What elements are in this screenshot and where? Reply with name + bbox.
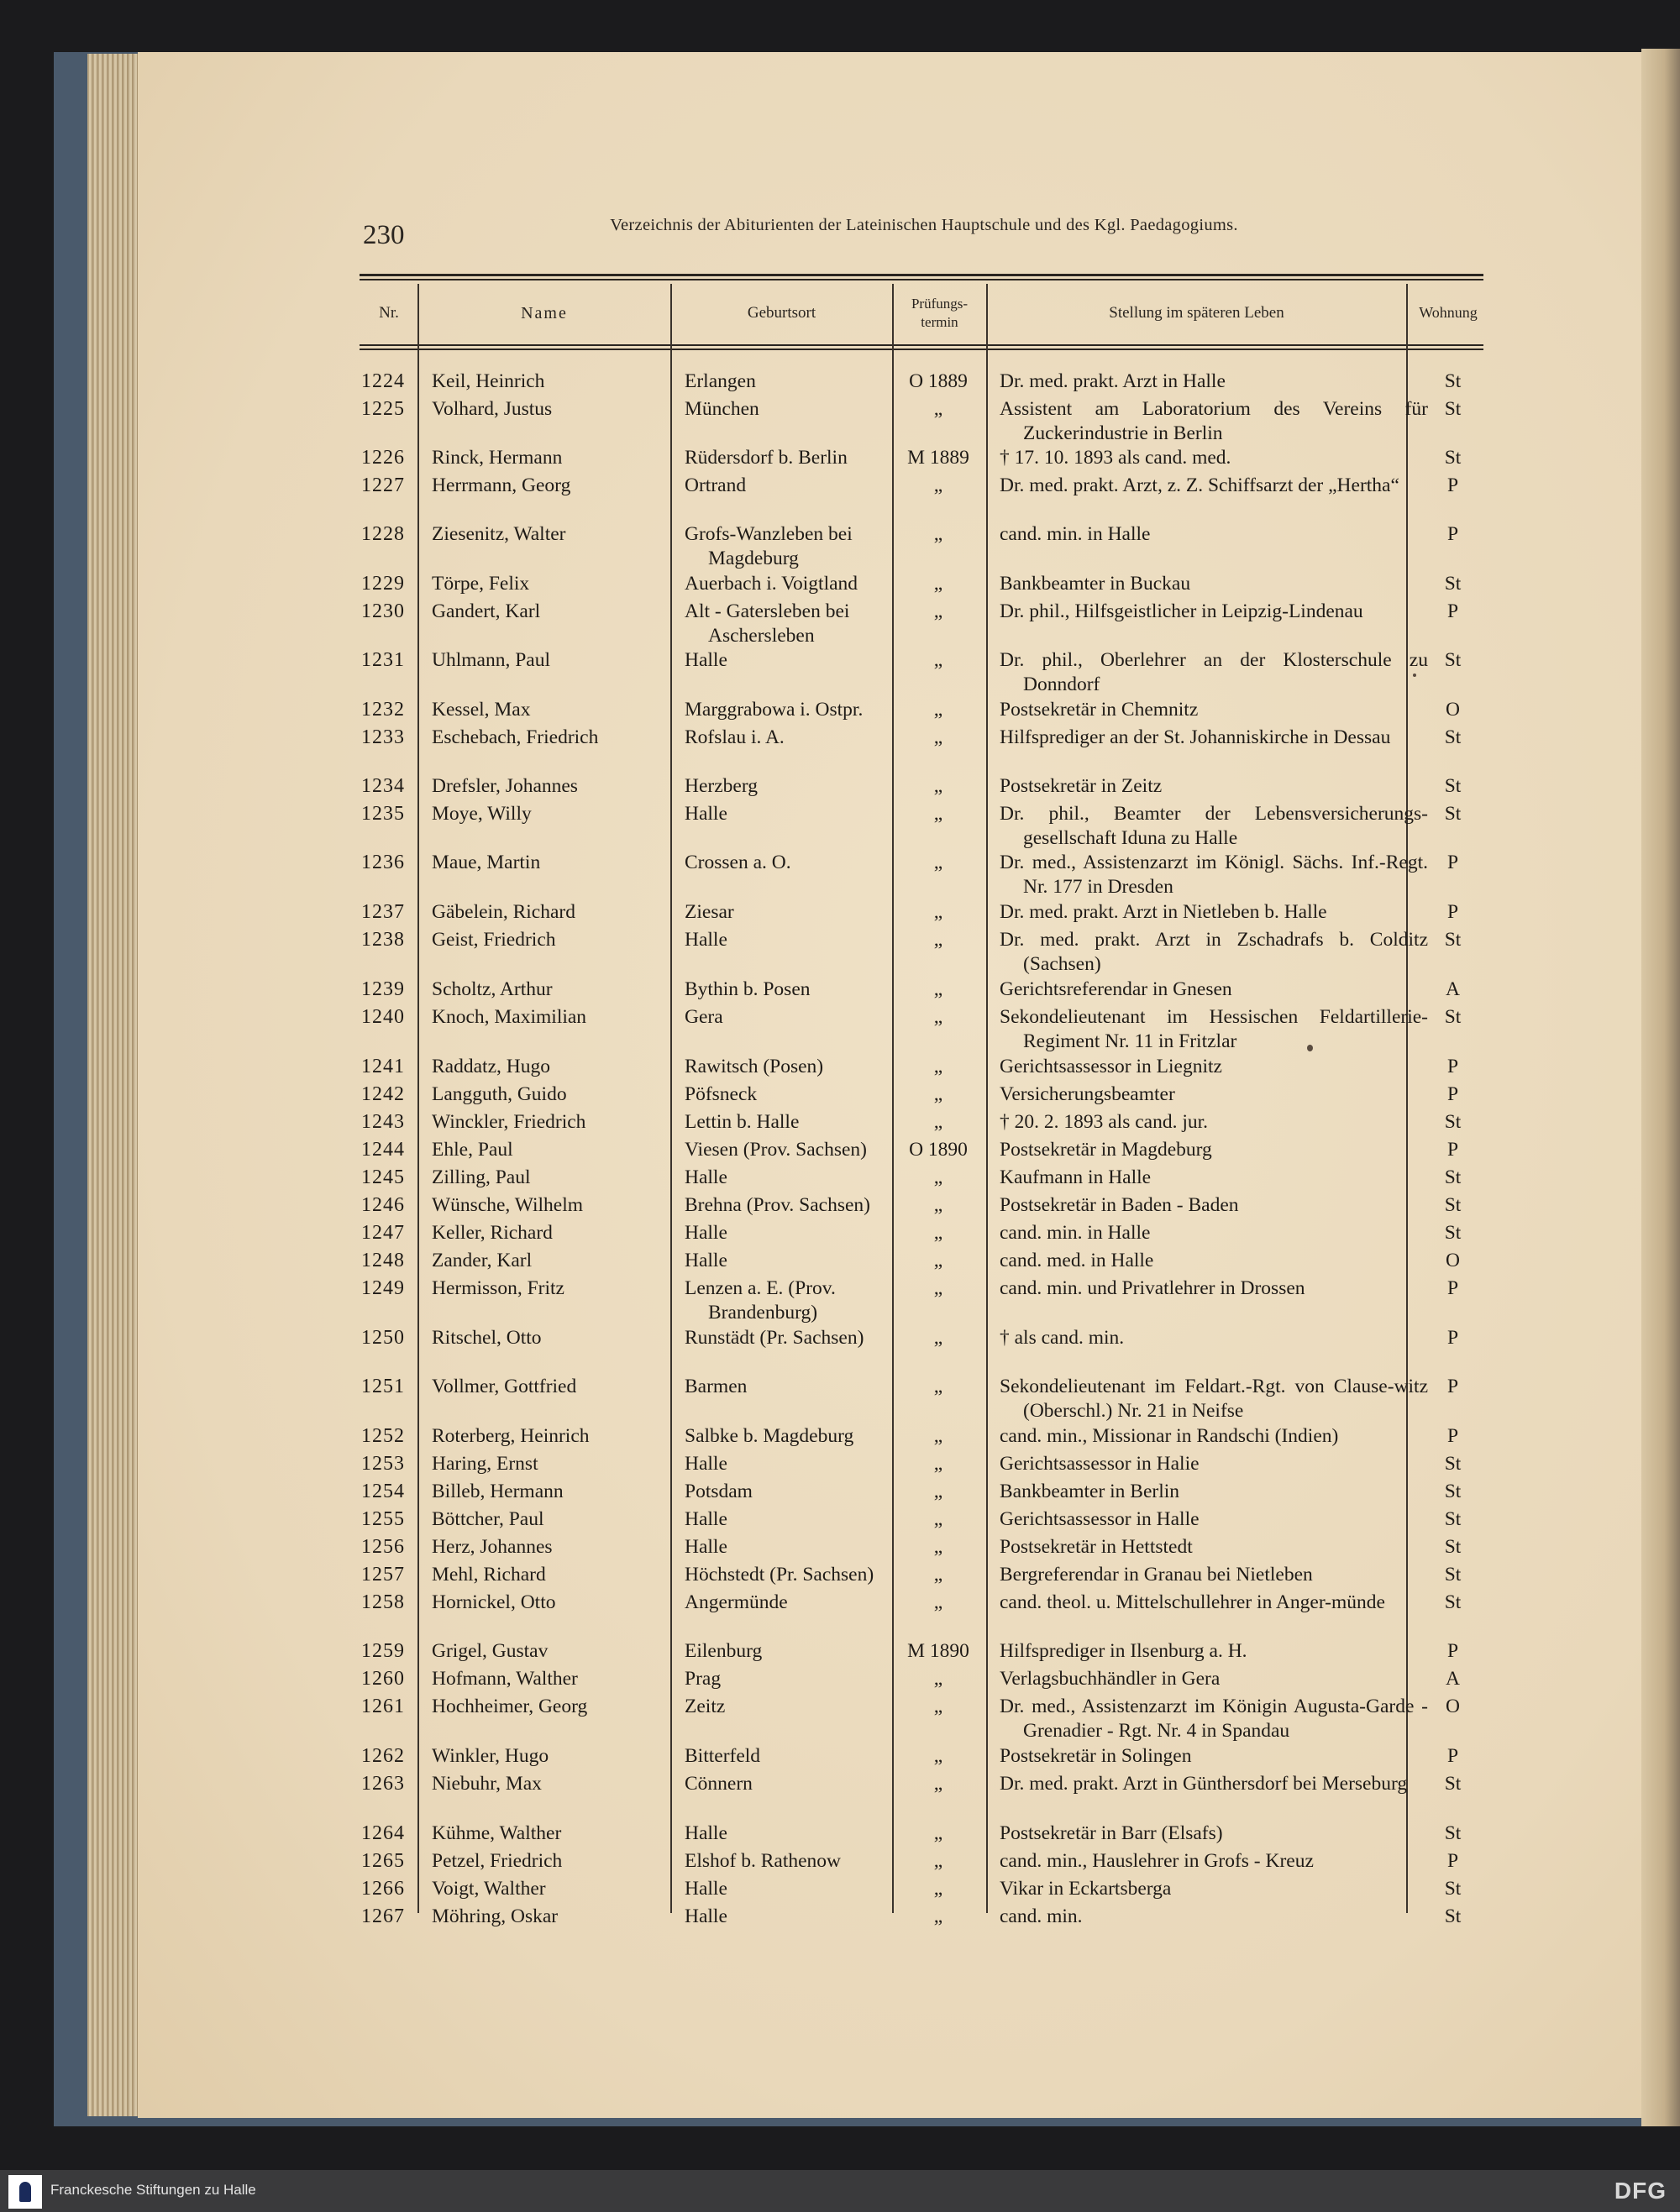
row-career: † 17. 10. 1893 als cand. med. — [1000, 447, 1231, 469]
row-name: Keil, Heinrich — [432, 370, 545, 392]
row-number: 1238 — [361, 929, 405, 951]
row-number: 1265 — [361, 1850, 405, 1872]
header-nr — [361, 284, 417, 343]
column-separator-nr — [417, 284, 419, 1913]
row-birthplace: Elshof b. Rathenow — [685, 1850, 842, 1872]
row-name: Niebuhr, Max — [432, 1773, 542, 1795]
row-exam-date: „ — [933, 1668, 943, 1690]
row-name: Grigel, Gustav — [432, 1640, 549, 1662]
row-name: Rinck, Hermann — [432, 447, 563, 469]
row-number: 1229 — [361, 573, 405, 595]
page-number: 230 — [363, 220, 405, 250]
row-residence: St — [1444, 1111, 1462, 1133]
franckesche-stiftungen-logo-icon — [8, 2175, 42, 2209]
row-number: 1237 — [361, 901, 405, 923]
row-number: 1227 — [361, 474, 405, 496]
row-exam-date: „ — [933, 1277, 943, 1299]
header-stellung-label: Stellung im späteren Leben — [1109, 303, 1284, 322]
row-name: Herz, Johannes — [432, 1536, 553, 1558]
row-birthplace: Rawitsch (Posen) — [685, 1056, 824, 1077]
row-number: 1251 — [361, 1376, 405, 1397]
row-residence: P — [1446, 523, 1459, 545]
row-name: Knoch, Maximilian — [432, 1006, 587, 1028]
row-birthplace: Gera — [685, 1006, 723, 1028]
row-residence: P — [1446, 474, 1459, 496]
row-name: Hornickel, Otto — [432, 1591, 556, 1613]
row-name: Uhlmann, Paul — [432, 649, 550, 671]
row-career: cand. min. in Halle — [1000, 1222, 1151, 1244]
row-residence: St — [1444, 803, 1462, 825]
row-residence: P — [1446, 1376, 1459, 1397]
row-exam-date: „ — [933, 1536, 943, 1558]
row-residence: St — [1444, 1536, 1462, 1558]
row-career: Dr. med. prakt. Arzt, z. Z. Schiffsarzt der „Hertha“ — [1000, 474, 1399, 496]
row-residence: St — [1444, 1508, 1462, 1530]
row-birthplace: Halle — [685, 1878, 727, 1900]
row-residence: P — [1446, 1850, 1459, 1872]
row-name: Keller, Richard — [432, 1222, 553, 1244]
row-number: 1245 — [361, 1166, 405, 1188]
row-residence: P — [1446, 1745, 1459, 1767]
row-career: cand. theol. u. Mittelschullehrer in Anger-münde — [1000, 1591, 1385, 1613]
row-residence: P — [1446, 1277, 1459, 1299]
header-name-label: Name — [521, 304, 568, 322]
row-birthplace: Halle — [685, 803, 727, 825]
row-residence: St — [1444, 1822, 1462, 1844]
row-birthplace: Bitterfeld — [685, 1745, 761, 1767]
row-birthplace: Halle — [685, 649, 727, 671]
row-residence: St — [1444, 370, 1462, 392]
row-birthplace: Halle — [685, 1166, 727, 1188]
row-number: 1250 — [361, 1327, 405, 1349]
row-career: Dr. med., Assistenzarzt im Königin Augusta-Garde - Grenadier - Rgt. Nr. 4 in Spandau — [1000, 1696, 1428, 1742]
row-exam-date: „ — [933, 978, 943, 1000]
row-career: Gerichtsreferendar in Gnesen — [1000, 978, 1232, 1000]
header-pruefungstermin — [894, 284, 985, 343]
row-residence: St — [1444, 1773, 1462, 1795]
row-exam-date: „ — [933, 1083, 943, 1105]
row-residence: St — [1444, 1194, 1462, 1216]
row-residence: P — [1446, 901, 1459, 923]
row-exam-date: „ — [933, 1453, 943, 1475]
row-name: Ehle, Paul — [432, 1139, 513, 1161]
row-number: 1242 — [361, 1083, 405, 1105]
row-name: Ritschel, Otto — [432, 1327, 542, 1349]
row-career: Verlagsbuchhändler in Gera — [1000, 1668, 1221, 1690]
row-exam-date: „ — [933, 1591, 943, 1613]
header-wohnung — [1408, 284, 1488, 343]
row-number: 1258 — [361, 1591, 405, 1613]
row-career: Vikar in Eckartsberga — [1000, 1878, 1172, 1900]
row-birthplace: Brehna (Prov. Sachsen) — [685, 1194, 871, 1216]
row-birthplace: Marggrabowa i. Ostpr. — [685, 699, 864, 721]
row-career: Bankbeamter in Berlin — [1000, 1481, 1180, 1502]
row-career: Sekondelieutenant im Feldart.-Rgt. von Clause-witz (Oberschl.) Nr. 21 in Neifse — [1000, 1376, 1428, 1422]
row-residence: O — [1446, 1250, 1460, 1271]
row-name: Zander, Karl — [432, 1250, 533, 1271]
row-career: † als cand. min. — [1000, 1327, 1125, 1349]
row-career: Postsekretär in Magdeburg — [1000, 1139, 1212, 1161]
row-exam-date: „ — [933, 1056, 943, 1077]
row-career: cand. min. in Halle — [1000, 523, 1151, 545]
row-number: 1235 — [361, 803, 405, 825]
row-name: Ziesenitz, Walter — [432, 523, 566, 545]
row-name: Törpe, Felix — [432, 573, 530, 595]
row-birthplace: Pöfsneck — [685, 1083, 758, 1105]
row-exam-date: „ — [933, 699, 943, 721]
row-exam-date: M 1890 — [907, 1640, 969, 1662]
row-number: 1255 — [361, 1508, 405, 1530]
row-career: Sekondelieutenant im Hessischen Feldartillerie-Regiment Nr. 11 in Fritzlar — [1000, 1006, 1428, 1052]
row-birthplace: Grofs-Wanzleben bei Magdeburg — [685, 523, 853, 569]
row-name: Maue, Martin — [432, 852, 541, 873]
row-number: 1228 — [361, 523, 405, 545]
row-name: Eschebach, Friedrich — [432, 726, 599, 748]
row-birthplace: Rüdersdorf b. Berlin — [685, 447, 848, 469]
row-birthplace: Halle — [685, 1536, 727, 1558]
row-exam-date: „ — [933, 1111, 943, 1133]
row-residence: St — [1444, 1006, 1462, 1028]
row-residence: St — [1444, 929, 1462, 951]
footer-institution: Franckesche Stiftungen zu Halle — [50, 2182, 256, 2198]
row-residence: P — [1446, 1139, 1459, 1161]
row-residence: St — [1444, 726, 1462, 748]
row-residence: O — [1446, 1696, 1460, 1717]
row-name: Gäbelein, Richard — [432, 901, 575, 923]
row-number: 1260 — [361, 1668, 405, 1690]
row-career: Postsekretär in Barr (Elsafs) — [1000, 1822, 1223, 1844]
row-number: 1266 — [361, 1878, 405, 1900]
row-exam-date: „ — [933, 1878, 943, 1900]
row-birthplace: Halle — [685, 1453, 727, 1475]
table-top-rule-thin — [360, 279, 1483, 280]
header-bottom-rule — [360, 344, 1483, 346]
row-number: 1262 — [361, 1745, 405, 1767]
row-exam-date: „ — [933, 852, 943, 873]
row-name: Scholtz, Arthur — [432, 978, 553, 1000]
row-birthplace: Ziesar — [685, 901, 734, 923]
row-career: Postsekretär in Hettstedt — [1000, 1536, 1193, 1558]
row-birthplace: Ortrand — [685, 474, 747, 496]
row-residence: St — [1444, 1591, 1462, 1613]
row-birthplace: Auerbach i. Voigtland — [685, 573, 858, 595]
header-bottom-rule-thin — [360, 349, 1483, 350]
row-number: 1240 — [361, 1006, 405, 1028]
row-residence: O — [1446, 699, 1460, 721]
row-number: 1239 — [361, 978, 405, 1000]
viewer-footer-bar — [0, 2170, 1680, 2212]
row-birthplace: Angermünde — [685, 1591, 788, 1613]
row-exam-date: „ — [933, 726, 943, 748]
row-exam-date: „ — [933, 523, 943, 545]
page-edges — [87, 54, 139, 2116]
row-exam-date: „ — [933, 929, 943, 951]
row-career: Dr. phil., Oberlehrer an der Klosterschule zu Donndorf — [1000, 649, 1428, 695]
row-number: 1243 — [361, 1111, 405, 1133]
row-residence: St — [1444, 398, 1462, 420]
row-name: Kühme, Walther — [432, 1822, 562, 1844]
header-pruefungstermin-line1: Prüfungs- — [911, 295, 969, 312]
row-name: Hochheimer, Georg — [432, 1696, 588, 1717]
row-residence: St — [1444, 1481, 1462, 1502]
row-birthplace: Salbke b. Magdeburg — [685, 1425, 854, 1447]
row-career: Bankbeamter in Buckau — [1000, 573, 1191, 595]
row-number: 1241 — [361, 1056, 405, 1077]
row-career: Bergreferendar in Granau bei Nietleben — [1000, 1564, 1313, 1586]
header-nr-label: Nr. — [379, 303, 399, 322]
row-birthplace: Alt - Gatersleben bei Aschersleben — [685, 600, 850, 647]
row-birthplace: Viesen (Prov. Sachsen) — [685, 1139, 867, 1161]
row-name: Zilling, Paul — [432, 1166, 531, 1188]
row-career: Gerichtsassessor in Liegnitz — [1000, 1056, 1222, 1077]
row-career: cand. min. und Privatlehrer in Drossen — [1000, 1277, 1305, 1299]
row-exam-date: „ — [933, 901, 943, 923]
row-name: Hermisson, Fritz — [432, 1277, 564, 1299]
row-name: Wünsche, Wilhelm — [432, 1194, 584, 1216]
row-birthplace: Cönnern — [685, 1773, 753, 1795]
row-number: 1248 — [361, 1250, 405, 1271]
row-number: 1234 — [361, 775, 405, 797]
row-career: Postsekretär in Chemnitz — [1000, 699, 1199, 721]
row-exam-date: „ — [933, 600, 943, 622]
row-number: 1226 — [361, 447, 405, 469]
row-exam-date: „ — [933, 1250, 943, 1271]
row-residence: P — [1446, 1327, 1459, 1349]
row-exam-date: „ — [933, 1564, 943, 1586]
row-birthplace: Zeitz — [685, 1696, 726, 1717]
row-number: 1233 — [361, 726, 405, 748]
row-name: Geist, Friedrich — [432, 929, 556, 951]
row-birthplace: Halle — [685, 1822, 727, 1844]
row-birthplace: Halle — [685, 1508, 727, 1530]
row-number: 1230 — [361, 600, 405, 622]
row-number: 1261 — [361, 1696, 405, 1717]
row-exam-date: O 1889 — [909, 370, 968, 392]
row-number: 1267 — [361, 1905, 405, 1927]
row-exam-date: „ — [933, 1850, 943, 1872]
row-name: Gandert, Karl — [432, 600, 541, 622]
row-name: Herrmann, Georg — [432, 474, 571, 496]
row-career: cand. min. — [1000, 1905, 1083, 1927]
row-number: 1254 — [361, 1481, 405, 1502]
column-separator-name — [670, 284, 672, 1913]
row-residence: P — [1446, 1425, 1459, 1447]
row-name: Voigt, Walther — [432, 1878, 546, 1900]
row-residence: St — [1444, 1564, 1462, 1586]
row-career: Postsekretär in Solingen — [1000, 1745, 1192, 1767]
row-exam-date: „ — [933, 803, 943, 825]
row-number: 1231 — [361, 649, 405, 671]
row-residence: St — [1444, 1166, 1462, 1188]
row-exam-date: „ — [933, 1481, 943, 1502]
row-career: Dr. med. prakt. Arzt in Günthersdorf bei Merseburg — [1000, 1773, 1408, 1795]
row-career: Hilfsprediger in Ilsenburg a. H. — [1000, 1640, 1247, 1662]
row-number: 1236 — [361, 852, 405, 873]
row-career: Kaufmann in Halle — [1000, 1166, 1152, 1188]
header-stellung — [988, 284, 1405, 343]
row-residence: P — [1446, 600, 1459, 622]
column-separator-termin — [986, 284, 988, 1913]
row-birthplace: Crossen a. O. — [685, 852, 791, 873]
row-exam-date: „ — [933, 474, 943, 496]
row-number: 1257 — [361, 1564, 405, 1586]
row-name: Raddatz, Hugo — [432, 1056, 550, 1077]
row-name: Roterberg, Heinrich — [432, 1425, 590, 1447]
row-birthplace: Eilenburg — [685, 1640, 763, 1662]
header-pruefungstermin-line2: termin — [921, 314, 958, 330]
header-name — [419, 284, 669, 343]
row-residence: P — [1446, 1640, 1459, 1662]
row-name: Mehl, Richard — [432, 1564, 546, 1586]
row-exam-date: „ — [933, 573, 943, 595]
row-number: 1224 — [361, 370, 405, 392]
row-birthplace: Halle — [685, 1222, 727, 1244]
header-wohnung-label: Wohnung — [1419, 304, 1478, 322]
row-career: Versicherungsbeamter — [1000, 1083, 1175, 1105]
row-name: Petzel, Friedrich — [432, 1850, 563, 1872]
row-name: Winkler, Hugo — [432, 1745, 549, 1767]
row-residence: St — [1444, 1905, 1462, 1927]
row-number: 1264 — [361, 1822, 405, 1844]
row-name: Billeb, Hermann — [432, 1481, 564, 1502]
row-career: Gerichtsassessor in Halie — [1000, 1453, 1200, 1475]
row-residence: P — [1446, 1056, 1459, 1077]
row-exam-date: „ — [933, 1696, 943, 1717]
row-career: Hilfsprediger an der St. Johanniskirche in Dessau — [1000, 726, 1391, 748]
row-birthplace: Bythin b. Posen — [685, 978, 811, 1000]
row-number: 1232 — [361, 699, 405, 721]
row-career: cand. med. in Halle — [1000, 1250, 1154, 1271]
row-number: 1263 — [361, 1773, 405, 1795]
row-name: Möhring, Oskar — [432, 1905, 559, 1927]
row-name: Hofmann, Walther — [432, 1668, 578, 1690]
row-residence: P — [1446, 1083, 1459, 1105]
row-career: Dr. phil., Hilfsgeistlicher in Leipzig-Lindenau — [1000, 600, 1363, 622]
row-career: cand. min., Missionar in Randschi (Indien) — [1000, 1425, 1339, 1447]
row-name: Böttcher, Paul — [432, 1508, 544, 1530]
row-birthplace: München — [685, 398, 759, 420]
dfg-logo: DFG — [1614, 2178, 1667, 2204]
row-career: Dr. med. prakt. Arzt in Zschadrafs b. Colditz (Sachsen) — [1000, 929, 1428, 975]
row-residence: St — [1444, 1453, 1462, 1475]
row-number: 1256 — [361, 1536, 405, 1558]
row-residence: P — [1446, 852, 1459, 873]
row-residence: St — [1444, 573, 1462, 595]
row-birthplace: Runstädt (Pr. Sachsen) — [685, 1327, 864, 1349]
row-exam-date: „ — [933, 398, 943, 420]
row-residence: St — [1444, 775, 1462, 797]
row-birthplace: Barmen — [685, 1376, 748, 1397]
row-exam-date: „ — [933, 1508, 943, 1530]
row-birthplace: Herzberg — [685, 775, 758, 797]
row-birthplace: Halle — [685, 1250, 727, 1271]
row-exam-date: „ — [933, 1905, 943, 1927]
row-exam-date: „ — [933, 1822, 943, 1844]
ink-speck — [1413, 674, 1416, 677]
row-exam-date: „ — [933, 1194, 943, 1216]
row-birthplace: Potsdam — [685, 1481, 753, 1502]
row-number: 1225 — [361, 398, 405, 420]
row-name: Drefsler, Johannes — [432, 775, 578, 797]
row-residence: St — [1444, 1222, 1462, 1244]
row-birthplace: Erlangen — [685, 370, 756, 392]
row-exam-date: „ — [933, 1166, 943, 1188]
row-exam-date: „ — [933, 1222, 943, 1244]
row-number: 1244 — [361, 1139, 405, 1161]
header-geburtsort-label: Geburtsort — [747, 303, 816, 322]
row-exam-date: „ — [933, 1327, 943, 1349]
row-career: Postsekretär in Zeitz — [1000, 775, 1163, 797]
row-career: Gerichtsassessor in Halle — [1000, 1508, 1200, 1530]
row-name: Volhard, Justus — [432, 398, 553, 420]
row-birthplace: Lenzen a. E. (Prov. Brandenburg) — [685, 1277, 836, 1324]
row-career: Assistent am Laboratorium des Vereins für Zuckerindustrie in Berlin — [1000, 398, 1428, 444]
row-birthplace: Halle — [685, 1905, 727, 1927]
row-exam-date: „ — [933, 775, 943, 797]
row-exam-date: O 1890 — [909, 1139, 968, 1161]
row-career: Dr. med. prakt. Arzt in Nietleben b. Halle — [1000, 901, 1327, 923]
row-career: Dr. phil., Beamter der Lebensversicherungs-gesellschaft Iduna zu Halle — [1000, 803, 1428, 849]
row-number: 1249 — [361, 1277, 405, 1299]
row-number: 1252 — [361, 1425, 405, 1447]
row-birthplace: Rofslau i. A. — [685, 726, 785, 748]
row-number: 1247 — [361, 1222, 405, 1244]
row-birthplace: Lettin b. Halle — [685, 1111, 800, 1133]
row-career: Dr. med. prakt. Arzt in Halle — [1000, 370, 1226, 392]
row-number: 1246 — [361, 1194, 405, 1216]
row-career: Dr. med., Assistenzarzt im Königl. Sächs. Inf.-Regt. Nr. 177 in Dresden — [1000, 852, 1428, 898]
row-residence: A — [1446, 1668, 1460, 1690]
row-name: Moye, Willy — [432, 803, 532, 825]
row-name: Kessel, Max — [432, 699, 531, 721]
row-birthplace: Halle — [685, 929, 727, 951]
row-name: Haring, Ernst — [432, 1453, 538, 1475]
row-residence: St — [1444, 1878, 1462, 1900]
row-residence: A — [1446, 978, 1460, 1000]
row-residence: St — [1444, 447, 1462, 469]
row-number: 1253 — [361, 1453, 405, 1475]
row-career: Postsekretär in Baden - Baden — [1000, 1194, 1239, 1216]
row-name: Winckler, Friedrich — [432, 1111, 586, 1133]
header-geburtsort — [672, 284, 891, 343]
row-exam-date: „ — [933, 1425, 943, 1447]
row-birthplace: Prag — [685, 1668, 722, 1690]
logo-figure-icon — [19, 2182, 31, 2202]
row-exam-date: „ — [933, 1773, 943, 1795]
table-top-rule — [360, 274, 1483, 276]
row-number: 1259 — [361, 1640, 405, 1662]
row-exam-date: „ — [933, 649, 943, 671]
row-name: Vollmer, Gottfried — [432, 1376, 577, 1397]
row-exam-date: „ — [933, 1745, 943, 1767]
row-exam-date: „ — [933, 1376, 943, 1397]
right-page-edge — [1641, 49, 1680, 2126]
running-head: Verzeichnis der Abiturienten der Lateinischen Hauptschule und des Kgl. Paedagogiums. — [610, 216, 1238, 234]
row-career: cand. min., Hauslehrer in Grofs - Kreuz — [1000, 1850, 1314, 1872]
row-birthplace: Höchstedt (Pr. Sachsen) — [685, 1564, 874, 1586]
row-career: † 20. 2. 1893 als cand. jur. — [1000, 1111, 1209, 1133]
row-exam-date: M 1889 — [907, 447, 969, 469]
row-residence: St — [1444, 649, 1462, 671]
row-name: Langguth, Guido — [432, 1083, 567, 1105]
ink-speck — [1307, 1045, 1313, 1051]
row-exam-date: „ — [933, 1006, 943, 1028]
